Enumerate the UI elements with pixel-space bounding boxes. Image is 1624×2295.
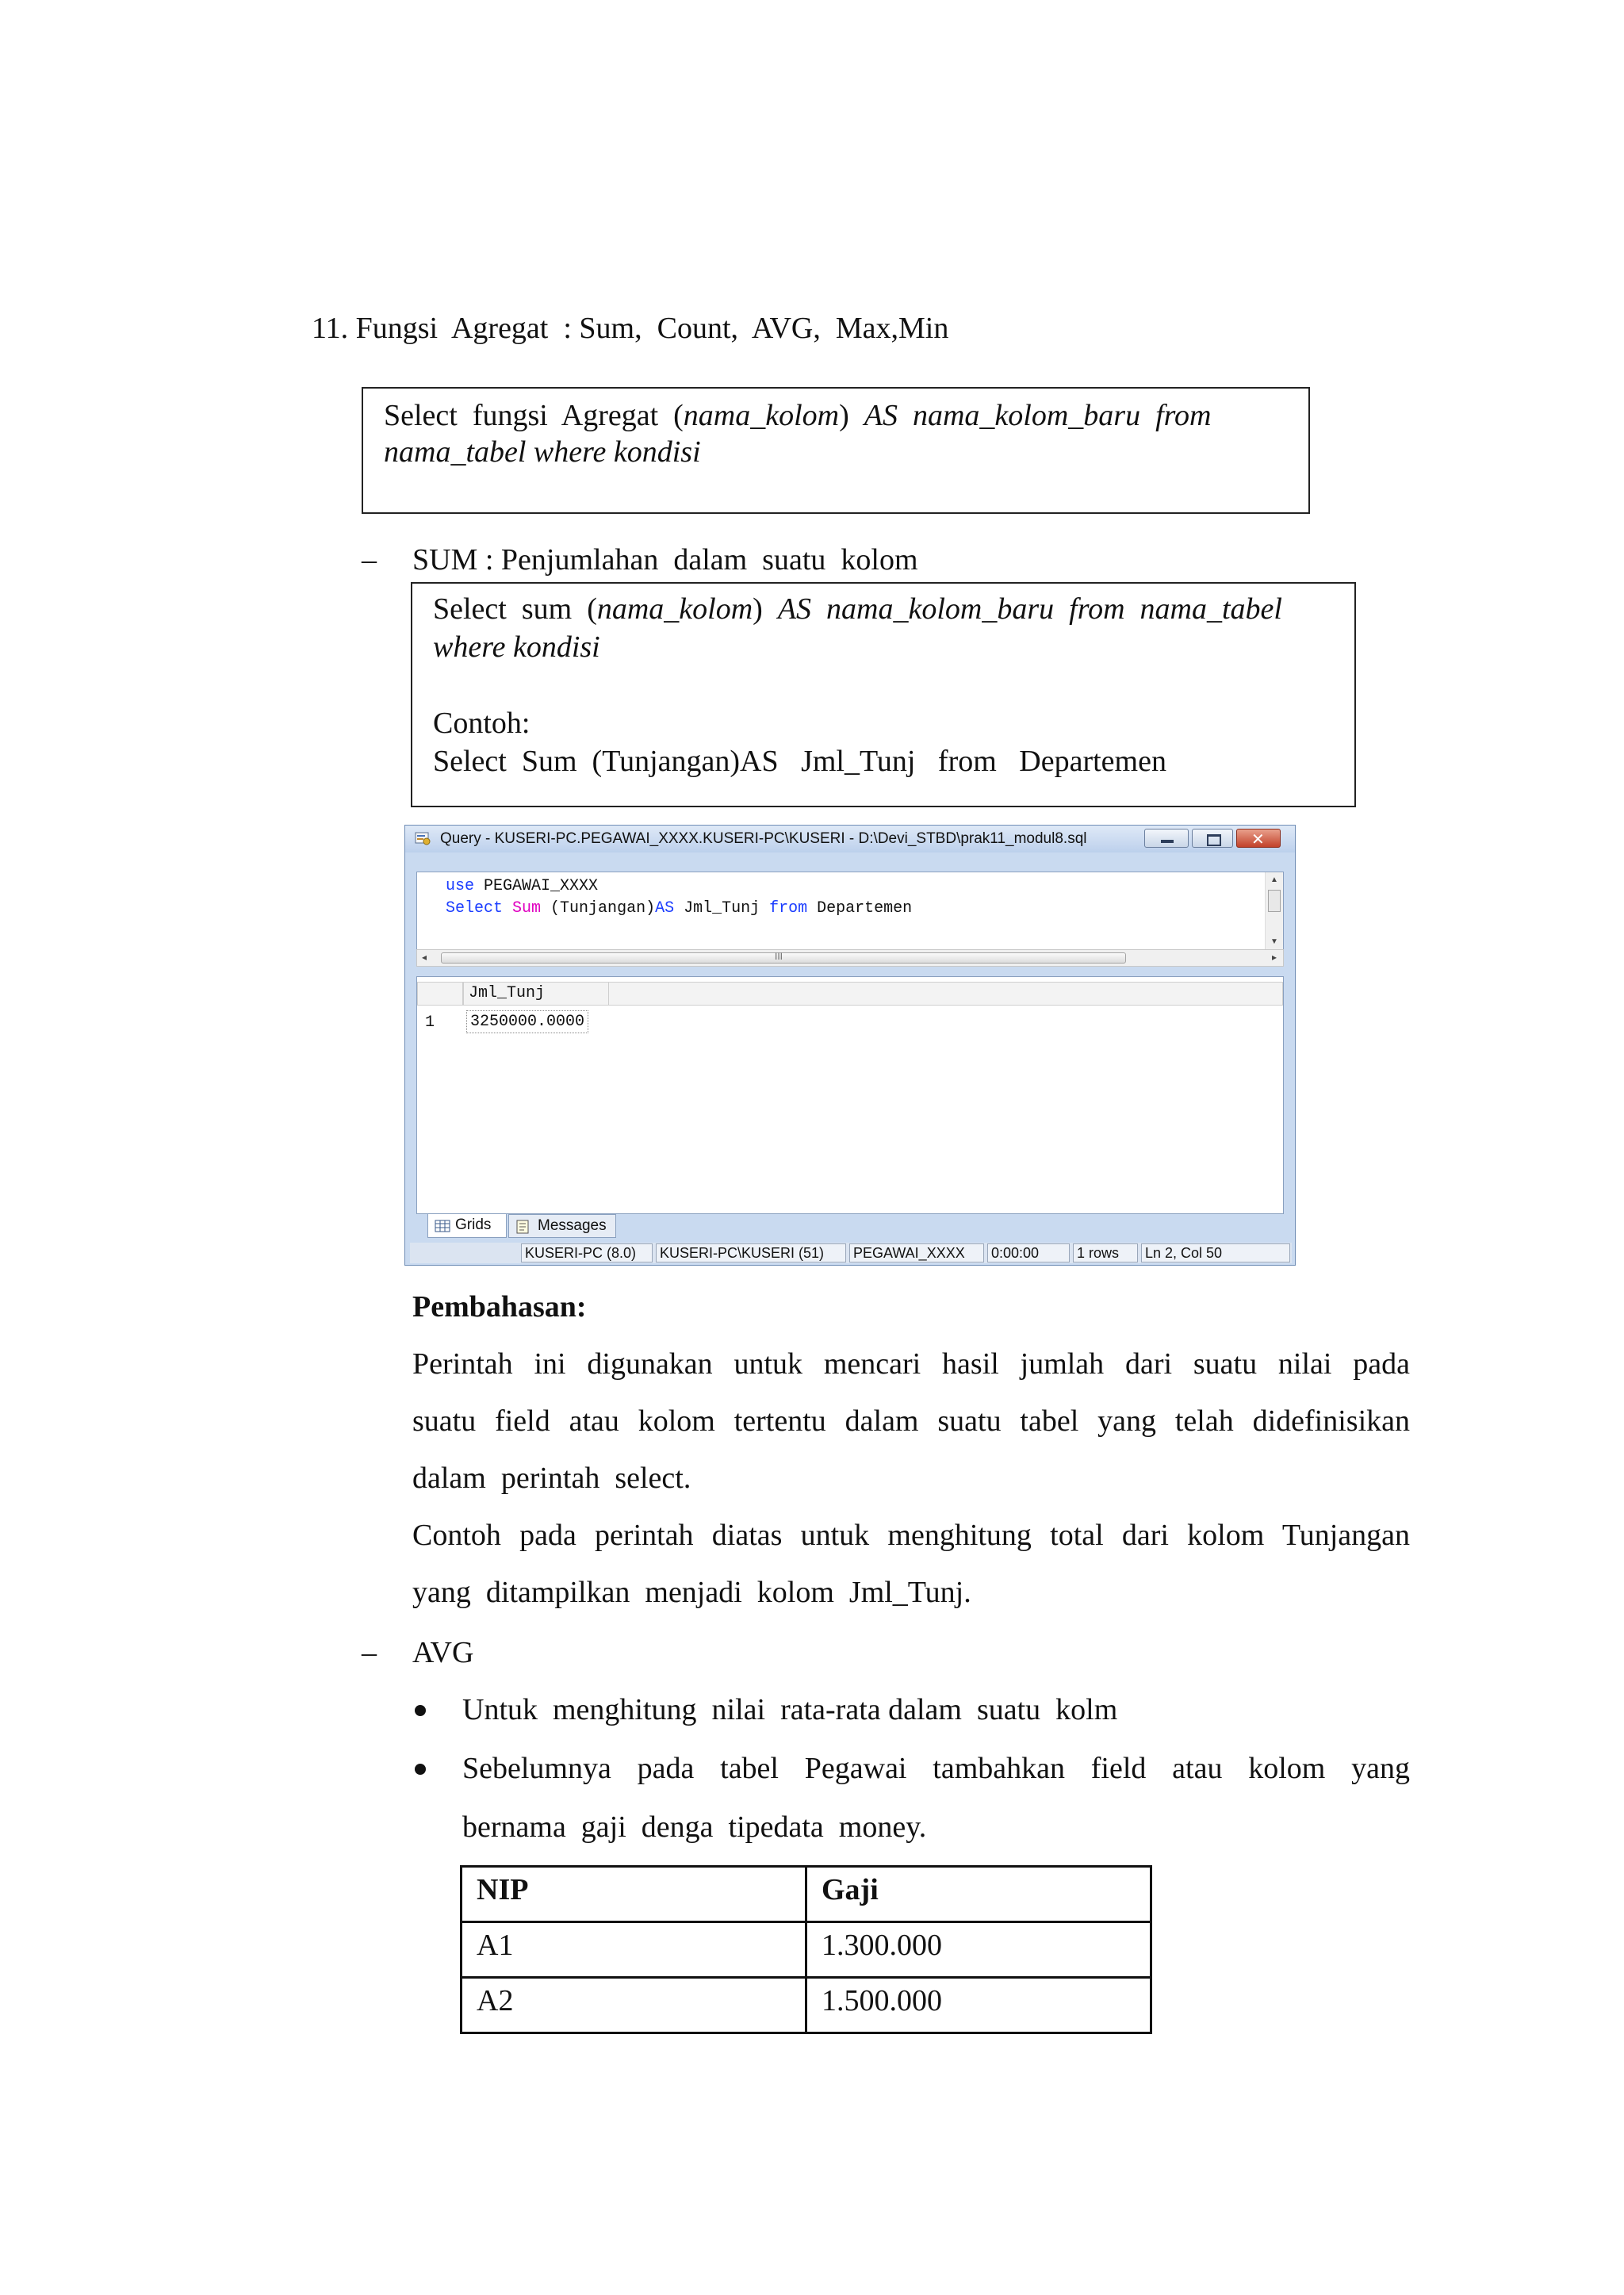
sum-alias-text: AS nama_kolom_baru from nama_tabel: [777, 592, 1282, 626]
sum-syntax-line-1: [433, 592, 1282, 626]
status-server: KUSERI-PC (8.0): [521, 1243, 653, 1262]
bullet-dot: [415, 1764, 426, 1775]
contoh-query: Select Sum (Tunjangan)AS Jml_Tunj from Departemen: [433, 745, 1166, 778]
table-row: [462, 1922, 1151, 1978]
scroll-left-icon[interactable]: ◂: [422, 952, 427, 963]
sum-syntax-line-2: where kondisi: [433, 630, 600, 664]
syntax-line-2: nama_tabel where kondisi: [384, 435, 701, 469]
status-cursor: Ln 2, Col 50: [1141, 1243, 1290, 1262]
sum-column-param: nama_kolom: [596, 592, 753, 626]
pembahasan-line-3: dalam perintah select.: [412, 1462, 691, 1495]
maximize-icon: [1207, 834, 1221, 846]
database-name: PEGAWAI_XXXX: [474, 877, 599, 895]
minimize-icon: [1161, 840, 1174, 843]
avg-bullet-2-line-2: bernama gaji denga tipedata money.: [462, 1810, 927, 1844]
grid-cell-value[interactable]: 3250000.0000: [466, 1010, 588, 1033]
code-line-1: [446, 877, 598, 895]
horizontal-scroll-thumb[interactable]: [441, 952, 1126, 964]
pembahasan-line-2: suatu field atau kolom tertentu dalam suatu tabel yang telah didefinisikan: [412, 1404, 1410, 1438]
maximize-button[interactable]: [1192, 829, 1233, 848]
close-icon: ✕: [1251, 831, 1265, 849]
status-bar: [410, 1243, 1292, 1263]
messages-icon: [515, 1220, 531, 1234]
results-grid: [416, 976, 1284, 1214]
status-rows: 1 rows: [1073, 1243, 1138, 1262]
function-sum: Sum: [512, 899, 542, 918]
gaji-table: [460, 1865, 1152, 2034]
avg-bullet-1: Untuk menghitung nilai rata-rata dalam suatu kolm: [462, 1693, 1118, 1726]
avg-title: AVG: [412, 1636, 474, 1669]
table-name: Departemen: [807, 899, 913, 918]
grid-icon: [435, 1220, 450, 1232]
table-cell-nip: A1: [462, 1922, 806, 1978]
tab-grids[interactable]: [427, 1214, 507, 1238]
grid-column-header[interactable]: Jml_Tunj: [463, 982, 609, 1006]
sum-syntax-box: [411, 582, 1356, 807]
grid-corner: [417, 982, 463, 1006]
editor-scroll-thumb[interactable]: [1268, 890, 1281, 912]
table-header-gaji: Gaji: [806, 1867, 1151, 1922]
scroll-right-icon[interactable]: ▸: [1271, 952, 1277, 963]
tab-messages-label: Messages: [538, 1217, 607, 1234]
query-window: [404, 825, 1296, 1266]
sum-select-text: Select sum (: [433, 592, 597, 626]
bullet-dot: [415, 1705, 426, 1716]
status-login: KUSERI-PC\KUSERI (51): [656, 1243, 846, 1262]
window-title: Query - KUSERI-PC.PEGAWAI_XXXX.KUSERI-PC\KUSERI - D:\Devi_STBD\prak11_modul8.sql: [440, 830, 1087, 847]
syntax-box: [362, 387, 1310, 514]
window-titlebar: [405, 826, 1295, 852]
table-cell-nip: A2: [462, 1978, 806, 2033]
keyword-as: AS: [655, 899, 675, 918]
dash-bullet: –: [362, 543, 377, 577]
minimize-button[interactable]: [1144, 829, 1189, 848]
close-button[interactable]: [1236, 829, 1281, 848]
keyword-select: Select: [446, 899, 504, 918]
dash-bullet: –: [362, 1636, 377, 1669]
contoh-label: Contoh:: [433, 707, 530, 740]
editor-horizontal-scrollbar[interactable]: [416, 949, 1284, 967]
tab-messages[interactable]: [508, 1214, 616, 1238]
keyword-use: use: [446, 877, 475, 895]
section-heading: 11. Fungsi Agregat : Sum, Count, AVG, Max,Min: [312, 312, 949, 345]
query-app-icon: [415, 831, 431, 845]
table-cell-gaji: 1.500.000: [806, 1978, 1151, 2033]
status-elapsed: 0:00:00: [987, 1243, 1070, 1262]
scroll-grip: III: [775, 951, 783, 962]
grid-row-number: 1: [425, 1013, 435, 1032]
sum-paren: ): [753, 592, 778, 626]
code-line-2: [446, 899, 912, 918]
sum-title: SUM : Penjumlahan dalam suatu kolom: [412, 543, 918, 577]
pembahasan-line-1: Perintah ini digunakan untuk mencari hasil jumlah dari suatu nilai pada: [412, 1347, 1410, 1381]
keyword-from: from: [769, 899, 808, 918]
scroll-down-icon[interactable]: ▼: [1270, 937, 1278, 946]
editor-vertical-scrollbar[interactable]: [1265, 872, 1283, 950]
pembahasan-label: Pembahasan:: [412, 1290, 587, 1324]
syntax-column-param: nama_kolom: [683, 399, 840, 432]
syntax-paren: ): [839, 399, 864, 432]
table-cell-gaji: 1.300.000: [806, 1922, 1151, 1978]
table-header-row: [462, 1867, 1151, 1922]
scroll-up-icon[interactable]: ▲: [1270, 875, 1278, 884]
grid-header-empty: [609, 982, 1283, 1006]
syntax-line-1: [384, 398, 1288, 433]
table-row: [462, 1978, 1151, 2033]
syntax-select-text: Select fungsi Agregat (: [384, 399, 684, 432]
alias-name: Jml_Tunj: [674, 899, 770, 918]
sql-editor[interactable]: [416, 872, 1284, 951]
pembahasan-line-4: Contoh pada perintah diatas untuk menghitung total dari kolom Tunjangan: [412, 1519, 1410, 1552]
sum-argument: (Tunjangan): [541, 899, 656, 918]
status-database: PEGAWAI_XXXX: [849, 1243, 984, 1262]
avg-bullet-2-line-1: Sebelumnya pada tabel Pegawai tambahkan field atau kolom yang: [462, 1752, 1410, 1785]
syntax-alias-text: AS nama_kolom_baru from: [864, 399, 1212, 432]
table-header-nip: NIP: [462, 1867, 806, 1922]
pembahasan-line-5: yang ditampilkan menjadi kolom Jml_Tunj.: [412, 1576, 971, 1609]
tab-grids-label: Grids: [455, 1216, 492, 1233]
